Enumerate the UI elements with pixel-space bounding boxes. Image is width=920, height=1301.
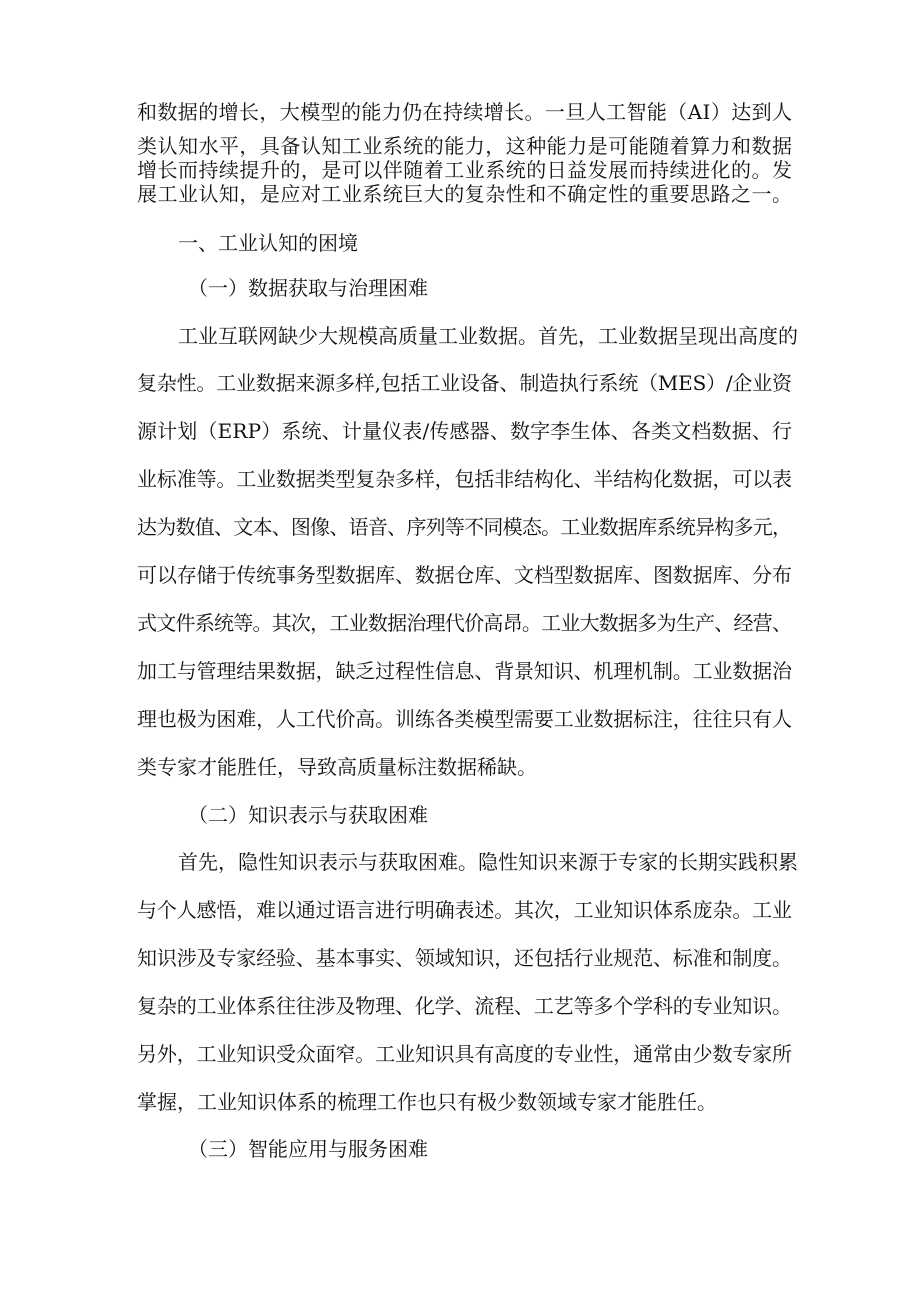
section-title: 一、工业认知的困境 [178,231,358,255]
intro-line-2: 类认知水平，具备认知工业系统的能力，这种能力是可能随着算力和数据 [137,134,793,158]
sub2-line-1: 首先，隐性知识表示与获取困难。隐性知识来源于专家的长期实践积累 [178,850,798,874]
subsection-1-title: （一）数据获取与治理困难 [188,276,428,300]
sub2-line-4: 复杂的工业体系往往涉及物理、化学、流程、工艺等多个学科的专业知识。 [137,994,792,1018]
intro-line-3: 增长而持续提升的，是可以伴随着工业系统的日益发展而持续进化的。发 [137,158,793,182]
sub2-line-5: 另外，工业知识受众面窄。工业知识具有高度的专业性，通常由少数专家所 [137,1042,792,1066]
sub2-line-2: 与个人感悟，难以通过语言进行明确表述。其次，工业知识体系庞杂。工业 [137,898,792,922]
intro-line-4: 展工业认知，是应对工业系统巨大的复杂性和不确定性的重要思路之一。 [137,182,793,206]
sub1-line-1: 工业互联网缺少大规模高质量工业数据。首先，工业数据呈现出高度的 [178,324,798,348]
sub1-line-2: 复杂性。工业数据来源多样,包括工业设备、制造执行系统（MES）/企业资 [137,371,792,395]
sub2-line-6: 掌握，工业知识体系的梳理工作也只有极少数领域专家才能胜任。 [137,1090,717,1114]
subsection-2-title: （二）知识表示与获取困难 [188,803,428,827]
sub1-line-10: 类专家才能胜任，导致高质量标注数据稀缺。 [137,755,537,779]
sub1-line-6: 可以存储于传统事务型数据库、数据仓库、文档型数据库、图数据库、分布 [137,563,792,587]
sub1-line-3: 源计划（ERP）系统、计量仪表/传感器、数字李生体、各类文档数据、行 [137,419,793,443]
sub1-line-9: 理也极为困难，人工代价高。训练各类模型需要工业数据标注，往往只有人 [137,707,792,731]
intro-line-1: 和数据的增长，大模型的能力仍在持续增长。一旦人工智能（AI）达到人 [137,100,793,124]
sub1-line-5: 达为数值、文本、图像、语音、序列等不同模态。工业数据库系统异构多元， [137,515,792,539]
sub1-line-8: 加工与管理结果数据，缺乏过程性信息、背景知识、机理机制。工业数据治 [137,659,792,683]
sub1-line-4: 业标准等。工业数据类型复杂多样，包括非结构化、半结构化数据，可以表 [137,467,792,491]
sub2-line-3: 知识涉及专家经验、基本事实、领域知识，还包括行业规范、标准和制度。 [137,946,792,970]
subsection-3-title: （三）智能应用与服务困难 [188,1137,428,1161]
sub1-line-7: 式文件系统等。其次，工业数据治理代价高昂。工业大数据多为生产、经营、 [137,611,792,635]
